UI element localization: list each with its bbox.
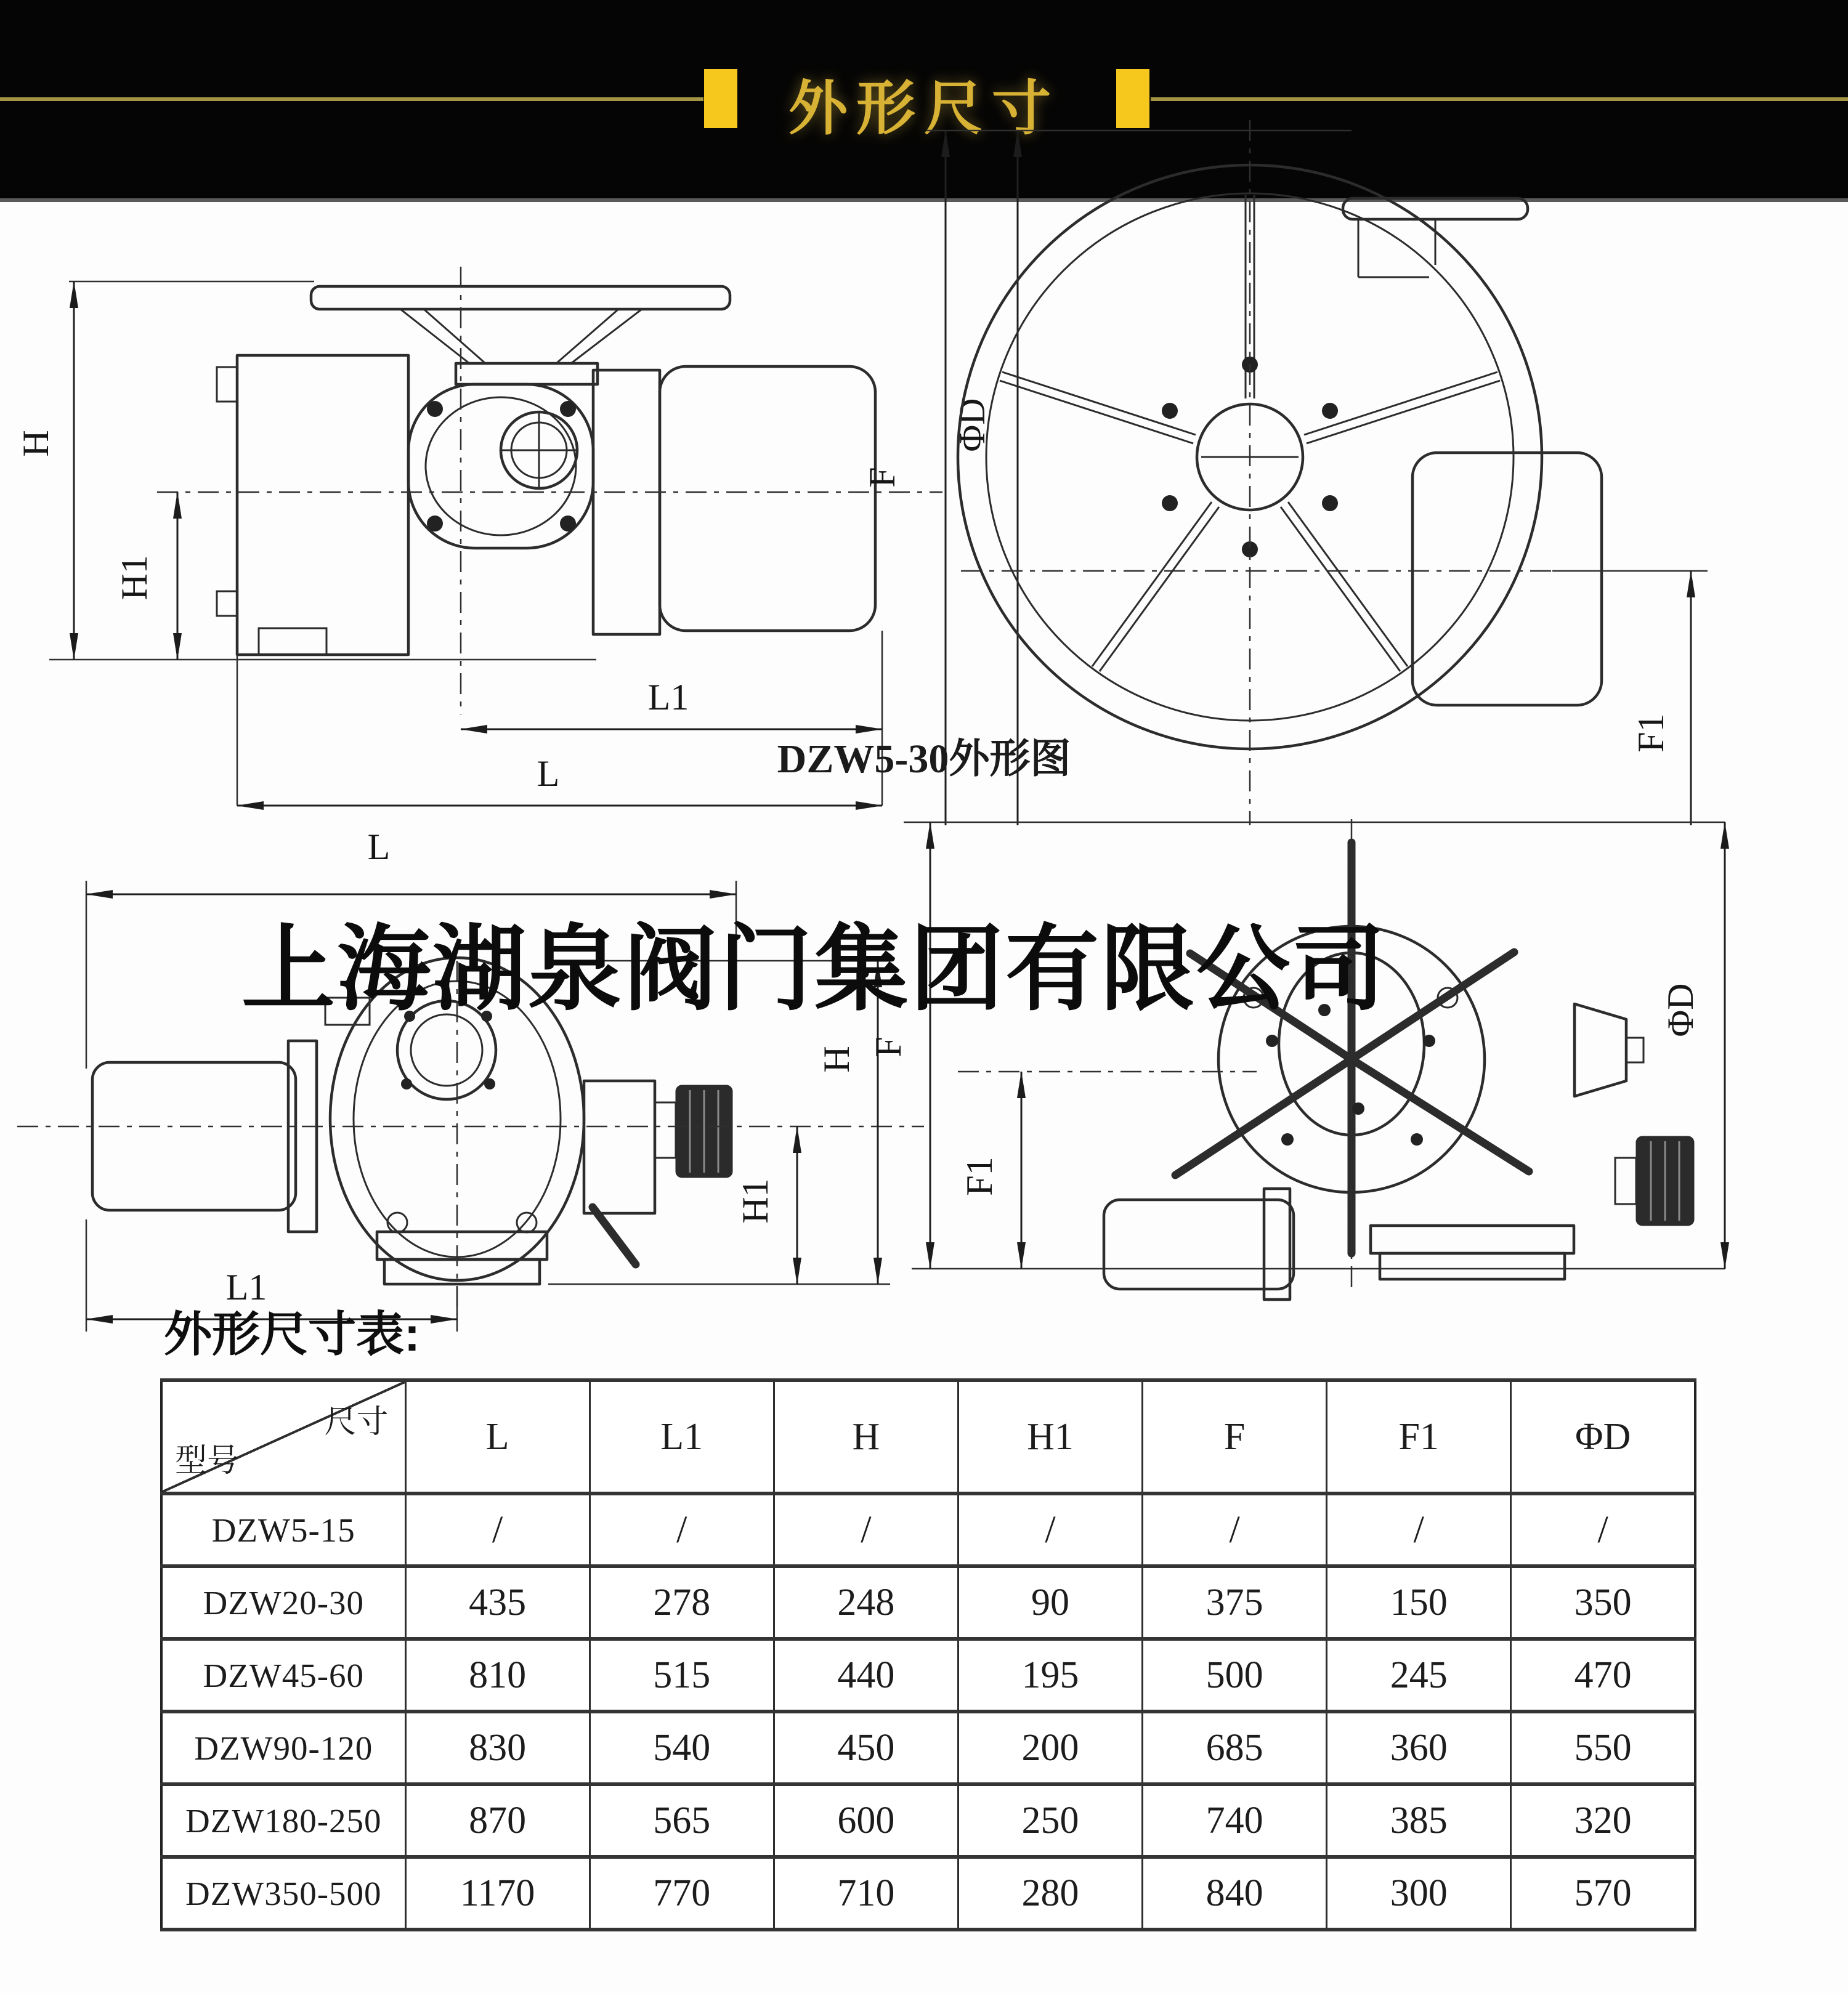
hand-knob-2-icon — [1615, 1136, 1694, 1226]
value-cell: 810 — [405, 1639, 590, 1712]
value-cell: 250 — [958, 1784, 1142, 1857]
value-cell: 350 — [1511, 1566, 1695, 1639]
dim-label-phid: ΦD — [952, 398, 992, 452]
value-cell: 150 — [1327, 1566, 1511, 1639]
value-cell: 685 — [1143, 1712, 1327, 1784]
column-header: L1 — [590, 1380, 774, 1494]
value-cell: 550 — [1511, 1712, 1695, 1784]
value-cell: 500 — [1143, 1639, 1327, 1712]
value-cell: 870 — [405, 1784, 590, 1857]
column-header: H — [774, 1380, 958, 1494]
dim-label-h: H — [15, 430, 56, 457]
value-cell: 515 — [590, 1639, 774, 1712]
value-cell: 375 — [1143, 1566, 1327, 1639]
top-figure-drawing — [0, 117, 1848, 825]
value-cell: / — [958, 1494, 1142, 1566]
value-cell: 830 — [405, 1712, 590, 1784]
value-cell: 278 — [590, 1566, 774, 1639]
front-view-drawing — [862, 120, 1708, 825]
value-cell: 195 — [958, 1639, 1142, 1712]
column-header: F — [1143, 1380, 1327, 1494]
company-watermark: 上海湖泉阀门集团有限公司 — [241, 917, 1387, 1022]
table-row — [161, 1857, 1695, 1930]
value-cell: 570 — [1511, 1857, 1695, 1930]
value-cell: 245 — [1327, 1639, 1511, 1712]
value-cell: 300 — [1327, 1857, 1511, 1930]
column-header: L — [405, 1380, 590, 1494]
value-cell: 280 — [958, 1857, 1142, 1930]
value-cell: 1170 — [405, 1857, 590, 1930]
section-title: 外形尺寸 — [788, 76, 1060, 142]
model-cell: DZW180-250 — [161, 1784, 405, 1857]
value-cell: / — [590, 1494, 774, 1566]
value-cell: 600 — [774, 1784, 958, 1857]
dim-label-l-2: L — [367, 827, 391, 867]
model-cell: DZW350-500 — [161, 1857, 405, 1930]
column-header: ΦD — [1511, 1380, 1695, 1494]
front-view-2-drawing — [868, 819, 1725, 1300]
table-header-row — [161, 1380, 1695, 1494]
dim-label-phid-2: ΦD — [1660, 983, 1701, 1037]
value-cell: 540 — [590, 1712, 774, 1784]
value-cell: / — [774, 1494, 958, 1566]
table-row — [161, 1494, 1695, 1566]
column-header: F1 — [1327, 1380, 1511, 1494]
value-cell: / — [1327, 1494, 1511, 1566]
value-cell: 320 — [1511, 1784, 1695, 1857]
value-cell: / — [1143, 1494, 1327, 1566]
corner-label-size: 尺寸 — [324, 1404, 389, 1440]
dim-label-f-2: F — [868, 1037, 909, 1057]
side-view-drawing — [15, 267, 942, 806]
model-cell: DZW90-120 — [161, 1712, 405, 1784]
table-row — [161, 1784, 1695, 1857]
value-cell: / — [405, 1494, 590, 1566]
dimension-table-body — [161, 1494, 1695, 1930]
banner-rule-left — [0, 97, 703, 101]
value-cell: 360 — [1327, 1712, 1511, 1784]
dim-label-l1-2: L1 — [225, 1267, 267, 1308]
dim-label-h1: H1 — [114, 555, 155, 600]
dim-label-f: F — [862, 467, 902, 488]
dim-label-f1-2: F1 — [959, 1157, 1000, 1196]
value-cell: 450 — [774, 1712, 958, 1784]
table-row — [161, 1566, 1695, 1639]
dim-label-h1-2: H1 — [735, 1178, 776, 1224]
table-title: 外形尺寸表: — [164, 1307, 420, 1361]
model-cell: DZW5-15 — [161, 1494, 405, 1566]
table-row — [161, 1639, 1695, 1712]
value-cell: 200 — [958, 1712, 1142, 1784]
model-cell: DZW20-30 — [161, 1566, 405, 1639]
corner-label-model: 型号 — [175, 1443, 240, 1479]
middle-figure-drawing — [0, 794, 1848, 1336]
value-cell: 565 — [590, 1784, 774, 1857]
value-cell: 90 — [958, 1566, 1142, 1639]
table-corner-cell — [161, 1380, 405, 1494]
value-cell: 470 — [1511, 1639, 1695, 1712]
value-cell: 770 — [590, 1857, 774, 1930]
column-header: H1 — [958, 1380, 1142, 1494]
dimension-table — [160, 1378, 1696, 1931]
value-cell: 385 — [1327, 1784, 1511, 1857]
dim-label-l1: L1 — [647, 677, 689, 718]
model-cell: DZW45-60 — [161, 1639, 405, 1712]
value-cell: 248 — [774, 1566, 958, 1639]
value-cell: 740 — [1143, 1784, 1327, 1857]
hand-knob-icon — [676, 1085, 732, 1178]
value-cell: / — [1511, 1494, 1695, 1566]
value-cell: 435 — [405, 1566, 590, 1639]
banner-rule-right — [1151, 97, 1848, 101]
dim-label-f1: F1 — [1631, 713, 1671, 753]
value-cell: 840 — [1143, 1857, 1327, 1930]
top-figure-caption: DZW5-30外形图 — [777, 737, 1071, 782]
dim-label-h-2: H — [816, 1046, 857, 1073]
table-row — [161, 1712, 1695, 1784]
value-cell: 440 — [774, 1639, 958, 1712]
value-cell: 710 — [774, 1857, 958, 1930]
dim-label-l: L — [537, 753, 560, 794]
